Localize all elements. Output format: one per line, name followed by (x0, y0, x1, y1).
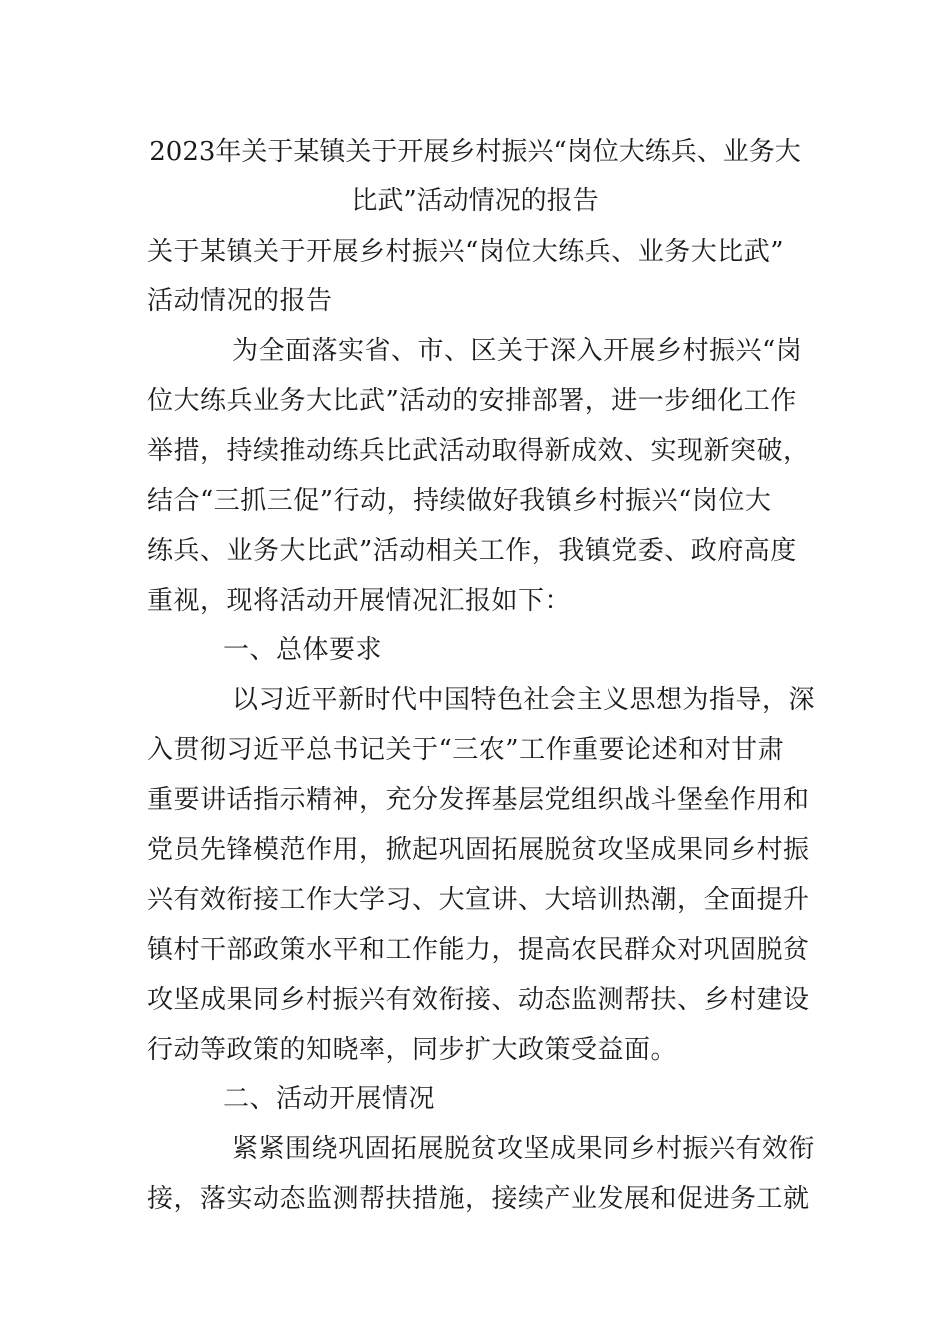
paragraph-line: 位大练兵业务大比武”活动的安排部署，进一步细化工作 (147, 386, 797, 416)
paragraph-line: 入贯彻习近平总书记关于“三农”工作重要论述和对甘肃 (147, 735, 785, 765)
document-title-line-1: 2023年关于某镇关于开展乡村振兴“岗位大练兵、业务大 (149, 137, 801, 167)
paragraph-line: 紧紧围绕巩固拓展脱贫攻坚成果同乡村振兴有效衔 (232, 1134, 816, 1164)
paragraph-line: 接，落实动态监测帮扶措施，接续产业发展和促进务工就 (147, 1184, 810, 1214)
paragraph-line: 兴有效衔接工作大学习、大宣讲、大培训热潮，全面提升 (147, 885, 810, 915)
subtitle-line: 关于某镇关于开展乡村振兴“岗位大练兵、业务大比武” (147, 237, 785, 267)
paragraph-line: 党员先锋模范作用，掀起巩固拓展脱贫攻坚成果同乡村振 (147, 835, 810, 865)
paragraph-line: 以习近平新时代中国特色社会主义思想为指导，深 (232, 685, 816, 715)
paragraph-line: 重要讲话指示精神，充分发挥基层党组织战斗堡垒作用和 (147, 785, 810, 815)
paragraph-line: 攻坚成果同乡村振兴有效衔接、动态监测帮扶、乡村建设 (147, 985, 810, 1015)
paragraph-line: 结合“三抓三促”行动，持续做好我镇乡村振兴“岗位大 (147, 486, 772, 516)
paragraph-line: 为全面落实省、市、区关于深入开展乡村振兴“岗 (232, 336, 803, 366)
paragraph-line: 重视，现将活动开展情况汇报如下： (147, 586, 572, 616)
subtitle-line: 活动情况的报告 (147, 286, 333, 316)
paragraph-line: 练兵、业务大比武”活动相关工作，我镇党委、政府高度 (147, 536, 797, 566)
paragraph-line: 行动等政策的知晓率，同步扩大政策受益面。 (147, 1035, 678, 1065)
section-heading: 二、活动开展情况 (223, 1084, 436, 1114)
paragraph-line: 举措，持续推动练兵比武活动取得新成效、实现新突破， (147, 436, 810, 466)
document-title-line-2: 比武”活动情况的报告 (351, 186, 599, 216)
section-heading: 一、总体要求 (223, 635, 383, 665)
paragraph-line: 镇村干部政策水平和工作能力，提高农民群众对巩固脱贫 (147, 935, 810, 965)
